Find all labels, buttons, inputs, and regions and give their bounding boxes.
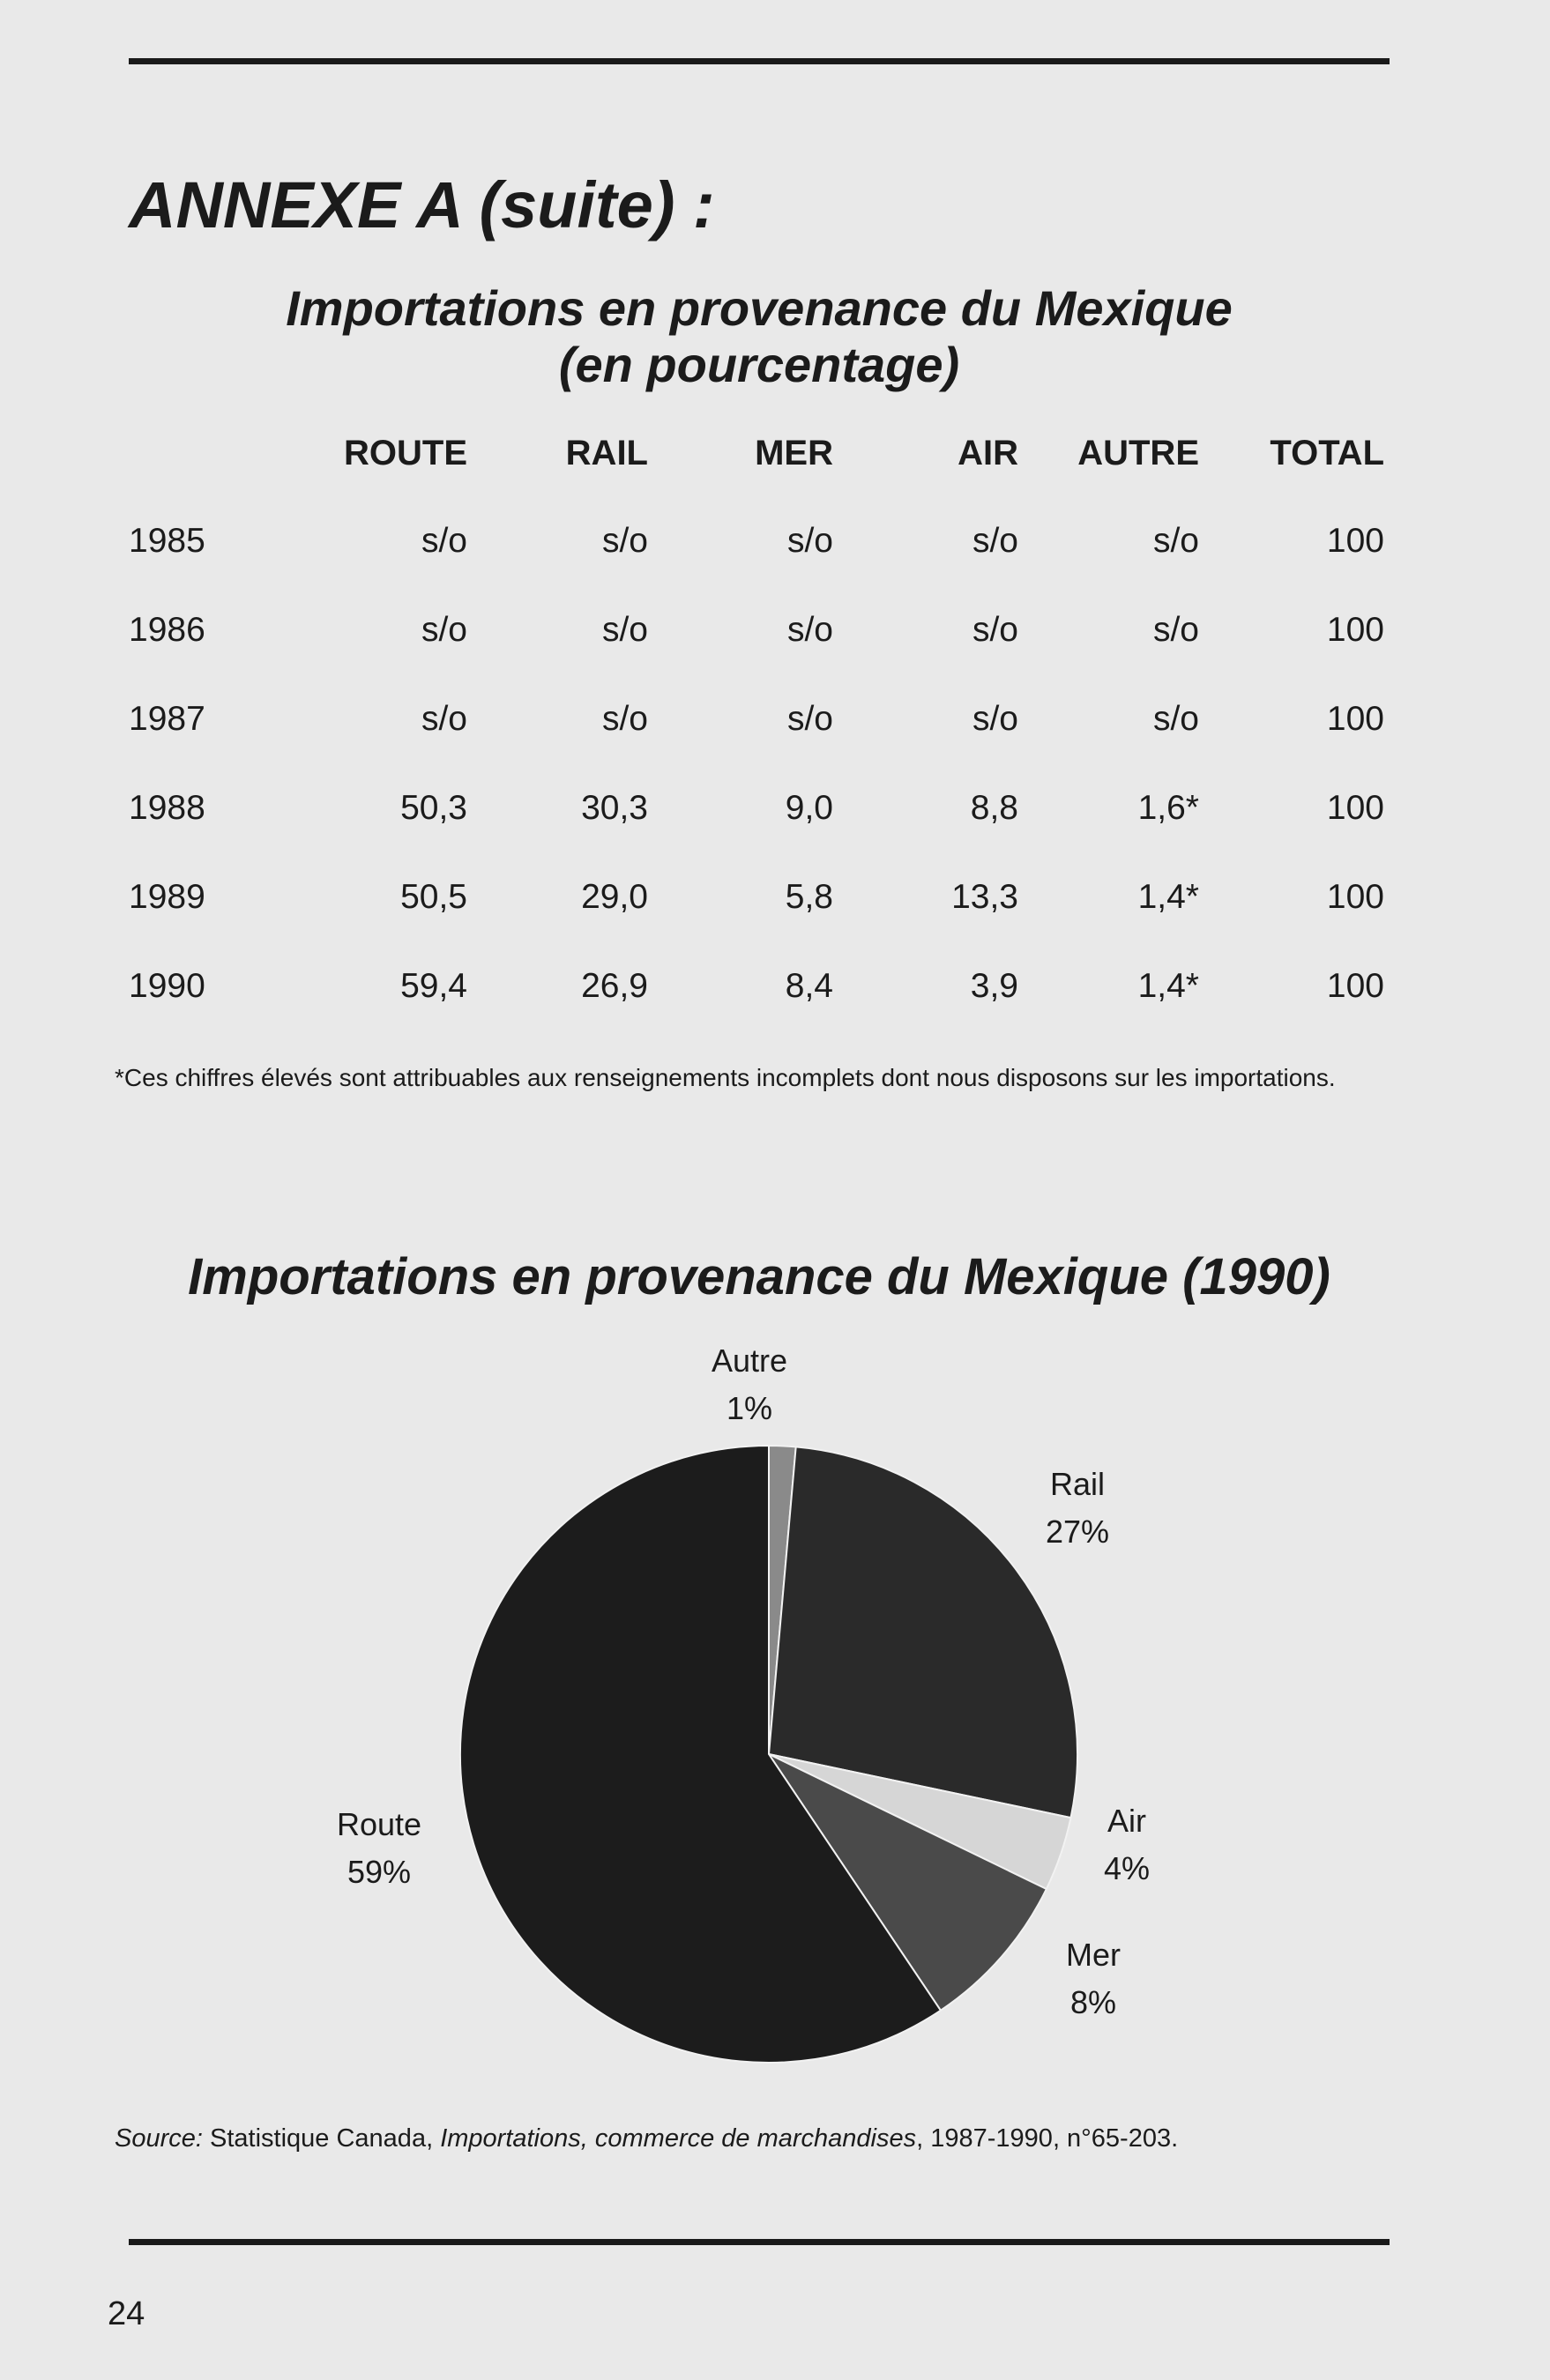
cell-total: 100 [1326, 522, 1384, 560]
cell-route: s/o [421, 522, 467, 560]
cell-mer: 5,8 [785, 878, 833, 916]
col-header-total: TOTAL [1270, 434, 1384, 472]
cell-rail: 29,0 [581, 878, 648, 916]
pie-label-rail: Rail [1049, 1466, 1106, 1502]
row-year: 1985 [129, 522, 205, 560]
cell-rail: s/o [601, 611, 648, 649]
cell-autre: s/o [1152, 522, 1199, 560]
cell-mer: s/o [786, 522, 833, 560]
row-year: 1987 [129, 700, 205, 738]
cell-mer: 8,4 [785, 967, 833, 1005]
cell-air: s/o [972, 522, 1018, 560]
cell-route: 50,5 [400, 878, 467, 916]
cell-total: 100 [1326, 878, 1384, 916]
row-year: 1988 [129, 789, 205, 827]
cell-autre: s/o [1152, 700, 1199, 738]
pie-label-mer: Mer [1066, 1937, 1121, 1973]
cell-air: 13,3 [951, 878, 1018, 916]
cell-mer: s/o [786, 611, 833, 649]
pie-slice-rail [769, 1447, 1077, 1818]
source-text-2: , 1987-1990, n°65-203. [916, 2124, 1179, 2153]
pie-percent-rail: 27% [1045, 1514, 1110, 1550]
pie-slices [460, 1446, 1077, 2063]
cell-air: 3,9 [970, 967, 1018, 1005]
cell-air: 8,8 [970, 789, 1018, 827]
cell-total: 100 [1326, 789, 1384, 827]
pie-percent-autre: 1% [726, 1390, 773, 1426]
pie-percent-mer: 8% [1069, 1984, 1117, 2020]
source-title: Importations, commerce de marchandises [440, 2124, 917, 2153]
cell-route: s/o [421, 611, 467, 649]
table-footnote: *Ces chiffres élevés sont attribuables aux renseignements incomplets dont nous disposons sur les importations. [115, 1064, 1336, 1091]
chart-title: Importations en provenance du Mexique (1990) [188, 1248, 1330, 1305]
col-header-route: ROUTE [344, 434, 467, 472]
cell-air: s/o [972, 700, 1018, 738]
source-label: Source: [115, 2124, 203, 2153]
table-title-line2: (en pourcentage) [558, 337, 960, 392]
col-header-air: AIR [958, 434, 1018, 472]
page-number: 24 [108, 2295, 145, 2332]
cell-route: 50,3 [400, 789, 467, 827]
cell-total: 100 [1326, 967, 1384, 1005]
table-title-line1: Importations en provenance du Mexique [286, 280, 1233, 336]
pie-label-air: Air [1107, 1803, 1146, 1839]
source-note [115, 2124, 1402, 2153]
cell-autre: 1,6* [1137, 789, 1199, 827]
cell-rail: s/o [601, 700, 648, 738]
col-header-rail: RAIL [565, 434, 648, 472]
cell-autre: 1,4* [1137, 878, 1199, 916]
cell-mer: 9,0 [785, 789, 833, 827]
cell-route: 59,4 [400, 967, 467, 1005]
col-header-autre: AUTRE [1077, 434, 1199, 472]
source-text-1: Statistique Canada, [202, 2124, 441, 2153]
cell-air: s/o [972, 611, 1018, 649]
cell-route: s/o [421, 700, 467, 738]
pie-label-autre: Autre [711, 1342, 788, 1379]
pie-percent-air: 4% [1103, 1850, 1151, 1886]
annex-title: ANNEXE A (suite) : [129, 168, 715, 242]
bottom-rule [129, 2239, 1390, 2245]
cell-autre: s/o [1152, 611, 1199, 649]
row-year: 1989 [129, 878, 205, 916]
pie-percent-route: 59% [347, 1854, 412, 1890]
col-header-mer: MER [755, 434, 833, 472]
cell-rail: 26,9 [581, 967, 648, 1005]
cell-total: 100 [1326, 700, 1384, 738]
pie-label-route: Route [336, 1806, 422, 1842]
row-year: 1986 [129, 611, 205, 649]
cell-total: 100 [1326, 611, 1384, 649]
cell-rail: 30,3 [581, 789, 648, 827]
cell-mer: s/o [786, 700, 833, 738]
cell-rail: s/o [601, 522, 648, 560]
row-year: 1990 [129, 967, 205, 1005]
cell-autre: 1,4* [1137, 967, 1199, 1005]
